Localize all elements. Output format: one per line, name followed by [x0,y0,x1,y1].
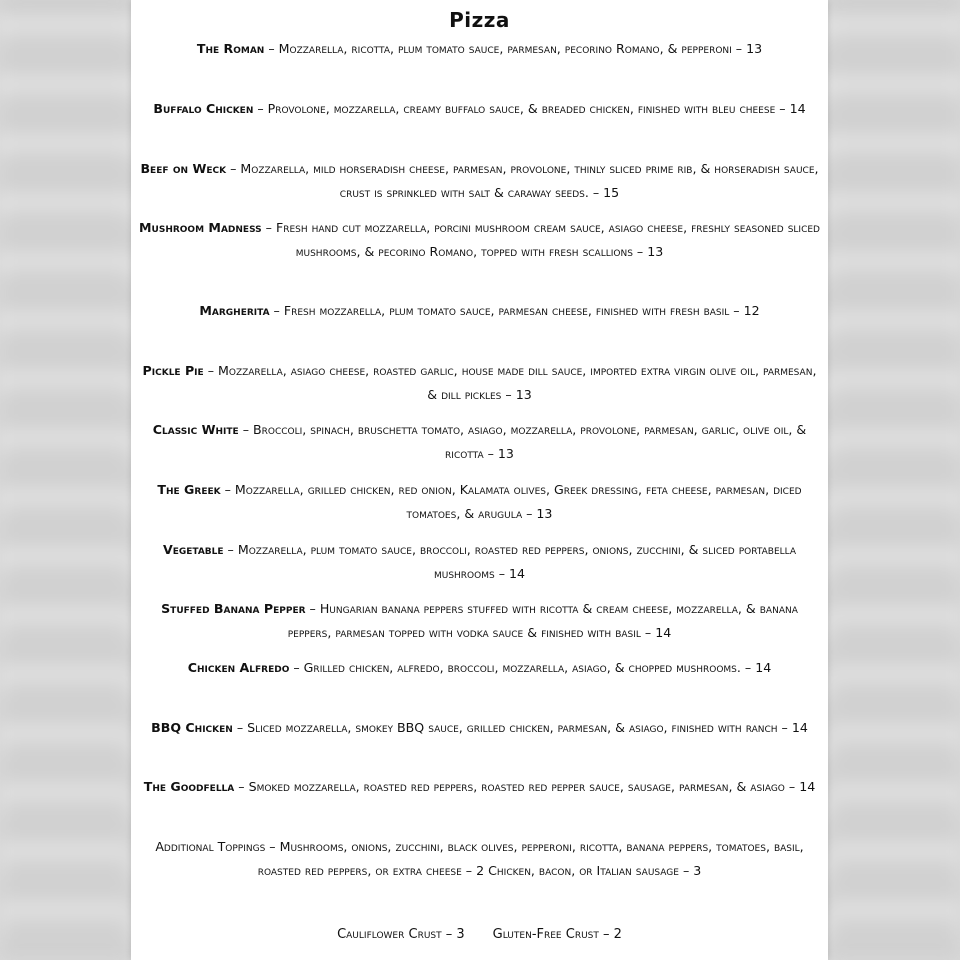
menu-item-the-roman [139,37,820,61]
item-name: The Roman [196,41,265,56]
menu-item-classic-white [139,418,820,465]
item-name: The Goodfella [143,779,235,794]
item-name: Pickle Pie [142,363,204,378]
item-description: – Hungarian banana peppers stuffed with ricotta & cream cheese, mozzarella, & banana peppers, parmesan topped with vodka sauce & finished with basil – 14 [287,601,798,640]
menu-item-mushroom-madness [139,216,820,263]
menu-item-vegetable [139,538,820,585]
item-name: Beef on Weck [140,161,227,176]
item-description: – Fresh hand cut mozzarella, porcini mushroom cream sauce, asiago cheese, freshly seasoned sliced mushrooms, & pecorino Romano, topped with fresh scallions – 13 [261,220,820,259]
item-name: BBQ Chicken [151,720,233,735]
item-description: – Provolone, mozzarella, creamy buffalo sauce, & breaded chicken, finished with bleu cheese – 14 [253,101,806,116]
item-description: – Mozzarella, asiago cheese, roasted garlic, house made dill sauce, imported extra virgin olive oil, parmesan, & dill pickles – 13 [203,363,817,402]
item-description: – Grilled chicken, alfredo, broccoli, mozzarella, asiago, & chopped mushrooms. – 14 [289,660,772,675]
item-name: Margherita [199,303,270,318]
menu-item-the-goodfella [139,775,820,799]
item-name: The Greek [157,482,221,497]
cauliflower-crust: Cauliflower Crust – 3 [337,927,465,942]
item-name: Stuffed Banana Pepper [161,601,306,616]
item-name: Chicken Alfredo [187,660,290,675]
menu-title: Pizza [449,8,510,32]
item-description: – Mozzarella, plum tomato sauce, broccoli, roasted red peppers, onions, zucchini, & sliced portabella mushrooms – 14 [223,542,797,581]
menu-item-beef-on-weck [139,157,820,204]
menu-page [131,0,828,960]
item-description: – Mozzarella, grilled chicken, red onion, Kalamata olives, Greek dressing, feta cheese, parmesan, diced tomatoes, & arugula – 13 [220,482,802,521]
item-name: Mushroom Madness [139,220,262,235]
item-description: – Mozzarella, mild horseradish cheese, parmesan, provolone, thinly sliced prime rib, & horseradish sauce, crust is sprinkled with salt & caraway seeds. – 15 [226,161,819,200]
menu-item-pickle-pie [139,359,820,406]
item-description: – Sliced mozzarella, smokey BBQ sauce, grilled chicken, parmesan, & asiago, finished with ranch – 14 [232,720,808,735]
item-description: – Fresh mozzarella, plum tomato sauce, parmesan cheese, finished with fresh basil – 12 [269,303,760,318]
menu-item-chicken-alfredo [139,656,820,680]
item-name: Buffalo Chicken [153,101,254,116]
menu-item-bbq-chicken [139,716,820,740]
item-description: – Smoked mozzarella, roasted red peppers, roasted red pepper sauce, sausage, parmesan, & asiago – 14 [234,779,816,794]
crust-options [131,927,828,942]
menu-item-buffalo-chicken [139,97,820,121]
item-name: Classic White [152,422,239,437]
item-description: – Mozzarella, ricotta, plum tomato sauce, parmesan, pecorino Romano, & pepperoni – 13 [264,41,763,56]
menu-item-margherita [139,299,820,323]
item-name: Vegetable [162,542,224,557]
menu-item-stuffed-banana-pepper [139,597,820,644]
additional-toppings: Additional Toppings – Mushrooms, onions, zucchini, black olives, pepperoni, ricotta, banana peppers, tomatoes, basil, roasted red peppers, or extra cheese – 2 Chicken, bacon, or Italian sausage – 3 [155,839,804,878]
menu-item-the-greek [139,478,820,525]
gluten-free-crust: Gluten-Free Crust – 2 [492,927,622,942]
item-description: – Broccoli, spinach, bruschetta tomato, asiago, mozzarella, provolone, parmesan, garlic, olive oil, & ricotta – 13 [238,422,807,461]
